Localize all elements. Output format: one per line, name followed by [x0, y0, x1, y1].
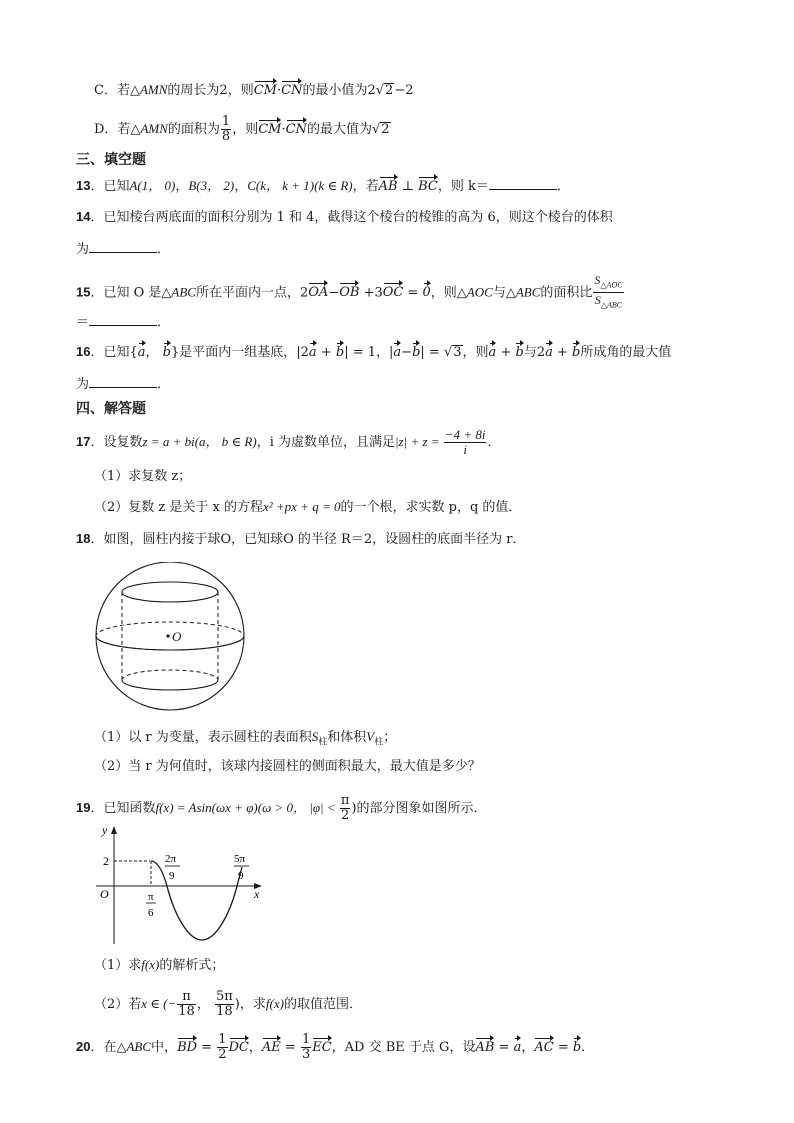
cylinder-top	[122, 582, 218, 602]
text: ，则 k＝	[437, 179, 489, 194]
tick-5pi9-num: 5π	[234, 853, 246, 865]
triangle-symbol: △	[129, 83, 140, 98]
math: x ∈ (−	[141, 996, 177, 1011]
text: ，	[376, 345, 390, 360]
dot-operator: ·	[276, 83, 282, 98]
text: 的取值范围．	[283, 997, 362, 1012]
text: ．	[157, 242, 171, 257]
question-14-line-2	[76, 238, 170, 260]
triangle-name: AMN	[139, 82, 168, 97]
fraction	[215, 990, 234, 1019]
vector-dc: DC	[229, 1038, 249, 1058]
section-heading-answer: 四、解答题	[76, 401, 146, 417]
sqrt-sign: √	[371, 122, 381, 137]
sphere-cylinder-figure	[92, 562, 252, 712]
vector-ac: AC	[534, 1038, 553, 1058]
vector-ae: AE	[262, 1038, 281, 1058]
fraction	[217, 1033, 227, 1062]
text: ，	[521, 1040, 535, 1055]
sine-curve	[151, 861, 242, 940]
operator: =	[403, 285, 423, 301]
dot-operator: ·	[281, 122, 286, 137]
text: 为	[76, 377, 90, 392]
vector-b: b	[412, 343, 420, 363]
text: 与	[492, 285, 506, 301]
question-17	[76, 428, 500, 457]
denominator: 3	[301, 1047, 311, 1062]
text: 的周长为	[167, 83, 220, 98]
text: ．如图，圆柱内接于球O，已知球O 的半径 R＝2，设圆柱的底面半径为 r．	[90, 532, 526, 547]
math: z = a + bi(a， b ∈ R)	[142, 434, 257, 449]
vector-b: b	[572, 343, 580, 363]
sqrt-radicand: 2	[381, 122, 390, 137]
answer-blank[interactable]	[89, 373, 157, 388]
point-c: C(k， k + 1)(k ∈ R)	[247, 178, 353, 193]
option-c-label: C．若	[94, 83, 130, 98]
y-tick-2: 2	[103, 854, 109, 868]
text: 为	[76, 242, 90, 257]
question-15-line-1	[76, 273, 625, 313]
vector-a: a	[489, 343, 497, 363]
text: ，	[196, 997, 214, 1012]
subscript: △AOC	[600, 280, 623, 290]
tick-2pi9-num: 2π	[165, 853, 177, 865]
triangle-aoc: △AOC	[456, 284, 493, 300]
text: 与	[523, 345, 537, 360]
operator: =	[494, 1040, 514, 1055]
coefficient: 2	[299, 285, 309, 301]
question-number: 14	[76, 209, 91, 224]
vector-b: b	[573, 1038, 581, 1058]
y-axis-label: y	[102, 823, 108, 837]
sqrt-sign: √	[443, 345, 453, 360]
fraction	[177, 990, 196, 1019]
text: ．	[487, 435, 501, 450]
question-17-part-1: （1）求复数 z；	[94, 469, 192, 484]
subscript: △ABC	[600, 300, 623, 310]
numerator	[593, 273, 623, 292]
vector-a: a	[393, 343, 401, 363]
tick-2pi9-den: 9	[169, 870, 175, 882]
numerator: 1	[301, 1032, 311, 1047]
option-d-label: D．若	[94, 122, 131, 137]
text: ．	[556, 179, 570, 194]
text: ．已知{	[90, 345, 138, 360]
sqrt-radicand: 3	[453, 345, 462, 360]
text: ，则	[232, 122, 259, 137]
point-a: A(1， 0)	[129, 178, 176, 193]
question-14-line-1	[76, 207, 613, 228]
function-graph	[92, 822, 272, 947]
text: 的最小值为	[302, 83, 368, 98]
question-16-line-2	[76, 373, 170, 395]
answer-blank[interactable]	[89, 238, 157, 253]
math: f(x)	[141, 957, 160, 972]
question-19-part-2	[94, 990, 362, 1019]
text: ．已知棱台两底面的面积分别为 1 和 4，截得这个棱台的棱锥的高为 6，则这个棱台的体积	[90, 210, 613, 225]
subscript: 柱	[374, 737, 384, 748]
text: 所在平面内一点，	[195, 285, 300, 301]
origin-label: O	[100, 887, 109, 901]
question-19	[76, 794, 487, 823]
vector-cm: CM	[258, 120, 281, 140]
numerator: π	[182, 989, 191, 1004]
coefficient: 2	[536, 345, 546, 360]
vector-ec: EC	[312, 1038, 331, 1058]
vector-a: a	[545, 343, 553, 363]
text: ＝	[76, 315, 90, 330]
question-13	[76, 175, 570, 197]
tick-pi6-den: 6	[148, 907, 154, 919]
vector-a: a	[514, 1038, 522, 1058]
math: | = 1	[344, 345, 376, 360]
text: （2）复数 z 是关于 x 的方程	[94, 500, 263, 515]
text: ．已知 O 是	[90, 285, 162, 301]
operator: +	[316, 345, 336, 360]
denominator: 2	[218, 1047, 227, 1062]
operator: −	[401, 345, 413, 360]
volume-symbol: V	[366, 729, 375, 744]
text: 的面积比	[540, 285, 593, 301]
denominator: 8	[221, 129, 231, 144]
text: ．设复数	[90, 435, 143, 450]
numerator: −4 + 8i	[444, 427, 486, 442]
question-number: 16	[76, 344, 91, 359]
fraction	[444, 428, 487, 457]
operator: =	[197, 1040, 217, 1055]
triangle-abc: △ABC	[116, 1039, 152, 1054]
text: 的面积为	[167, 122, 220, 137]
fraction	[340, 794, 351, 823]
vector-cn: CN	[281, 81, 302, 101]
perp-symbol: ⊥	[397, 179, 419, 194]
answer-blank[interactable]	[489, 175, 557, 190]
text: ．	[157, 315, 171, 330]
point-b: B(3， 2)	[188, 178, 235, 193]
tick-5pi9-den: 9	[238, 870, 244, 882]
text: ．已知	[90, 179, 130, 194]
sqrt-sign: √	[375, 83, 385, 98]
text: ，求	[239, 997, 266, 1012]
text: 和体积	[327, 730, 367, 745]
operator: =	[553, 1040, 573, 1055]
math: | =	[420, 345, 444, 360]
text: ，AD 交 BE 于点 G，设	[331, 1040, 476, 1055]
text: ，	[175, 179, 189, 194]
text: ，若	[352, 179, 379, 194]
math: f(x) = Asin(ωx + φ)(ω > 0， |φ| <	[155, 800, 339, 815]
sphere-equator-front	[96, 636, 244, 650]
math: |2	[296, 345, 309, 360]
vector-ob: OB	[339, 283, 359, 303]
question-number: 13	[76, 178, 91, 193]
subscript: 柱	[318, 737, 328, 748]
text: ，则	[462, 345, 489, 360]
denominator: 18	[178, 1004, 195, 1019]
text: ．	[581, 1040, 595, 1055]
operator: +	[496, 345, 516, 360]
vector-ab: AB	[379, 177, 398, 197]
text: 的一个根，求实数 p，q 的值．	[340, 500, 522, 515]
text: )的部分图象如图所示．	[351, 801, 487, 816]
denominator	[593, 292, 623, 312]
text: ，则	[227, 83, 254, 98]
numerator: 1	[218, 1032, 227, 1047]
text: 的解析式；	[159, 958, 225, 973]
question-18-part-2: （2）当 r 为何值时，该球内接圆柱的侧面积最大，最大值是多少？	[94, 759, 481, 774]
operator: =	[280, 1040, 300, 1055]
text: （2）若	[94, 997, 142, 1012]
center-label: O	[172, 629, 182, 644]
triangle-symbol: △	[130, 122, 141, 137]
sphere-outline	[96, 562, 244, 710]
text: }是平面内一组基底，	[170, 345, 297, 360]
vector-b: b	[515, 343, 523, 363]
text: ，	[248, 1040, 262, 1055]
denominator: 18	[216, 1004, 233, 1019]
question-16-line-1	[76, 342, 671, 363]
vector-bc: BC	[418, 177, 438, 197]
value: 2	[367, 83, 376, 98]
s-symbol: S	[594, 293, 601, 308]
question-number: 18	[76, 531, 91, 546]
option-d	[94, 115, 391, 144]
text: ；	[383, 730, 397, 745]
question-number: 15	[76, 284, 91, 300]
section-heading-fill-in: 三、填空题	[76, 152, 146, 168]
vector-oc: OC	[383, 283, 404, 303]
text: ，	[234, 179, 248, 194]
operator: +3	[359, 285, 383, 301]
math: |z| + z =	[394, 434, 443, 449]
text: ，则	[430, 285, 457, 301]
denominator: 2	[341, 808, 350, 823]
cylinder-bottom-back	[122, 670, 218, 680]
triangle-abc: △ABC	[505, 284, 541, 300]
question-number: 17	[76, 434, 91, 449]
y-axis-arrow	[111, 826, 117, 834]
question-number: 19	[76, 800, 91, 815]
question-17-part-2	[94, 497, 521, 518]
numerator: 5π	[215, 989, 233, 1004]
value: 2	[219, 83, 228, 98]
option-c	[94, 80, 414, 101]
vector-a: a	[138, 343, 146, 363]
math: |	[389, 345, 394, 360]
question-18	[76, 529, 525, 550]
vector-cn: CN	[286, 120, 307, 140]
text: ．在	[90, 1040, 117, 1055]
sqrt-radicand: 2	[385, 83, 394, 98]
text: （1）求	[94, 958, 142, 973]
question-19-part-1	[94, 955, 224, 976]
operator: +	[552, 345, 573, 360]
surface-area-symbol: S	[311, 729, 319, 744]
operator: −	[328, 285, 340, 301]
vector-oa: OA	[308, 283, 328, 303]
triangle-name: AMN	[140, 121, 168, 136]
vector-ab: AB	[475, 1038, 494, 1058]
value: −2	[394, 83, 414, 98]
area-ratio-fraction	[593, 273, 623, 313]
x-axis-label: x	[254, 887, 260, 901]
text: ，i 为虚数单位，且满足	[256, 435, 395, 450]
fraction	[221, 115, 231, 144]
question-18-part-1	[94, 727, 396, 753]
text: ．	[157, 377, 171, 392]
numerator: π	[340, 793, 350, 808]
vector-bd: BD	[177, 1038, 197, 1058]
denominator: i	[444, 442, 487, 457]
triangle-abc: △ABC	[161, 284, 196, 300]
s-symbol: S	[594, 273, 601, 287]
question-15-line-2	[76, 311, 170, 333]
zero-vector: 0	[423, 283, 431, 303]
tick-pi6-num: π	[148, 891, 154, 903]
vector-b: b	[163, 343, 171, 363]
text: 所成角的最大值	[580, 345, 672, 360]
math: )	[234, 997, 240, 1012]
numerator: 1	[221, 114, 231, 129]
vector-cm: CM	[254, 81, 277, 101]
vector-b: b	[336, 343, 344, 363]
text: ，	[145, 345, 163, 360]
text: ．已知函数	[90, 801, 156, 816]
text: 中，	[151, 1040, 178, 1055]
cylinder-bottom-front	[122, 680, 218, 690]
text: 的最大值为	[306, 122, 372, 137]
math: f(x)	[265, 996, 284, 1011]
answer-blank[interactable]	[89, 311, 157, 326]
vector-a: a	[309, 343, 317, 363]
text: （1）以 r 为变量，表示圆柱的表面积	[94, 730, 312, 745]
center-point	[166, 634, 169, 637]
question-20	[76, 1033, 594, 1062]
question-number: 20	[76, 1039, 91, 1054]
math: x² +px + q = 0	[262, 499, 341, 514]
fraction	[301, 1033, 311, 1062]
